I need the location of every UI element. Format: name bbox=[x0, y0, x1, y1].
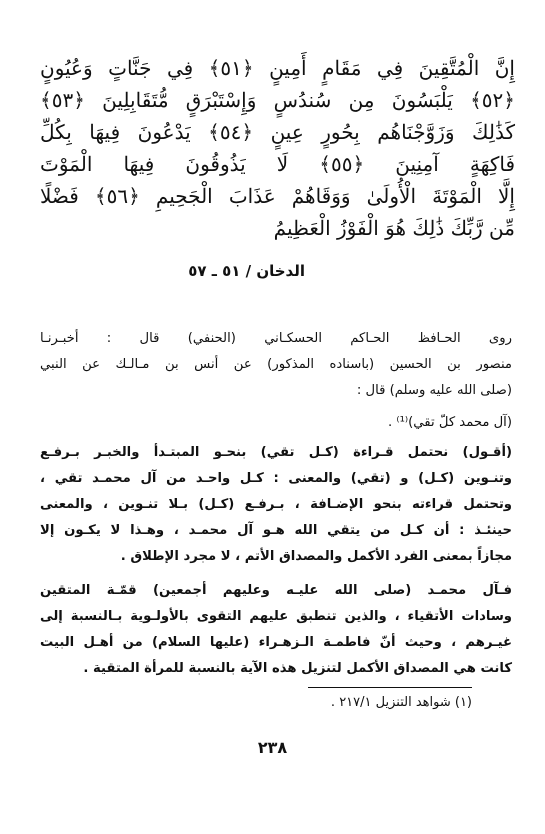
commentary-paragraph bbox=[40, 440, 512, 570]
commentary-line: وتنـوين (كـل) و (تقي) والمعنى : كـل واحـد من آل محمـد تقي ، bbox=[40, 471, 512, 486]
verse-line: إِلَّا الْمَوْتَةَ الْأُولَىٰ وَوَقَاهُمْ عَذَابَ الْجَحِيمِ ﴿٥٦﴾ فَضْلًا bbox=[40, 184, 515, 208]
narration-line: منصور بن الحسين (باسناده المذكور) عن أنس بن مـالـك عن النبي bbox=[40, 357, 512, 372]
commentary-line: حينئـذ : أن كـل من يتقي الله هـو آل محمـد ، وهـذا لا يكـون إلا bbox=[40, 523, 512, 538]
narration-line: روى الحـافظ الحـاكم الحسكـاني (الحنفي) قال : أخبـرنـا bbox=[40, 331, 512, 346]
verse-line: مِّن رَّبِّكَ ذَٰلِكَ هُوَ الْفَوْزُ الْعَظِيمُ bbox=[273, 216, 515, 240]
footnote: (١) شواهد التنزيل ٢١٧/١ . bbox=[330, 695, 472, 710]
closing-paragraph bbox=[40, 578, 512, 682]
verse-reference: الدخان / ٥١ ـ ٥٧ bbox=[188, 262, 305, 280]
commentary-line: (أقـول) نحتمل قـراءة (كـل تقي) بنحـو المبتـدأ والخبـر بـرفـع bbox=[40, 445, 512, 460]
footnote-divider bbox=[308, 687, 472, 688]
page-number: ٢٣٨ bbox=[257, 738, 288, 757]
narration-paragraph bbox=[40, 326, 512, 404]
verse-line: ﴿٥٢﴾ يَلْبَسُونَ مِن سُندُسٍ وَإِسْتَبْرَقٍ مُّتَقَابِلِينَ ﴿٥٣﴾ bbox=[40, 88, 515, 112]
verse-line: فَاكِهَةٍ آمِنِينَ ﴿٥٥﴾ لَا يَذُوقُونَ فِيهَا الْمَوْتَ bbox=[40, 152, 516, 176]
narration-line: (صلى الله عليه وسلم) قال : bbox=[356, 383, 512, 398]
commentary-line: وتحتمل قراءته بنحو الإضـافة ، بـرفـع (كـل) بـلا تنـوين ، والمعنى bbox=[40, 497, 512, 512]
verse-line: إِنَّ الْمُتَّقِينَ فِي مَقَامٍ أَمِينٍ ﴿٥١﴾ فِي جَنَّاتٍ وَعُيُونٍ bbox=[40, 56, 515, 80]
hadith-text: (آل محمد كلّ تقي)⁽¹⁾ . bbox=[388, 415, 512, 430]
closing-line: كانت هي المصداق الأكمل لتنزيل هذه الآية بالنسبة للمرأة المتقية . bbox=[83, 661, 512, 676]
commentary-line: مجازاً بمعنى الفرد الأكمل والمصداق الأتم ، لا مجرد الإطلاق . bbox=[120, 549, 512, 564]
closing-line: وسادات الأتقياء ، والذين تنطبق عليهم التقوى بالأولـوية بـالنسبة إلى bbox=[40, 609, 512, 624]
verse-line: كَذَٰلِكَ وَزَوَّجْنَاهُم بِحُورٍ عِينٍ ﴿٥٤﴾ يَدْعُونَ فِيهَا بِكُلِّ bbox=[40, 120, 515, 144]
closing-line: فـآل محمـد (صلى الله عليـه وعليهم أجمعين) قمّـة المتقين bbox=[40, 583, 512, 598]
quran-verse-block bbox=[40, 52, 515, 244]
closing-line: غيـرهم ، وحيث أنّ فاطمـة الـزهـراء (عليها السلام) من أهـل البيت bbox=[40, 635, 512, 650]
